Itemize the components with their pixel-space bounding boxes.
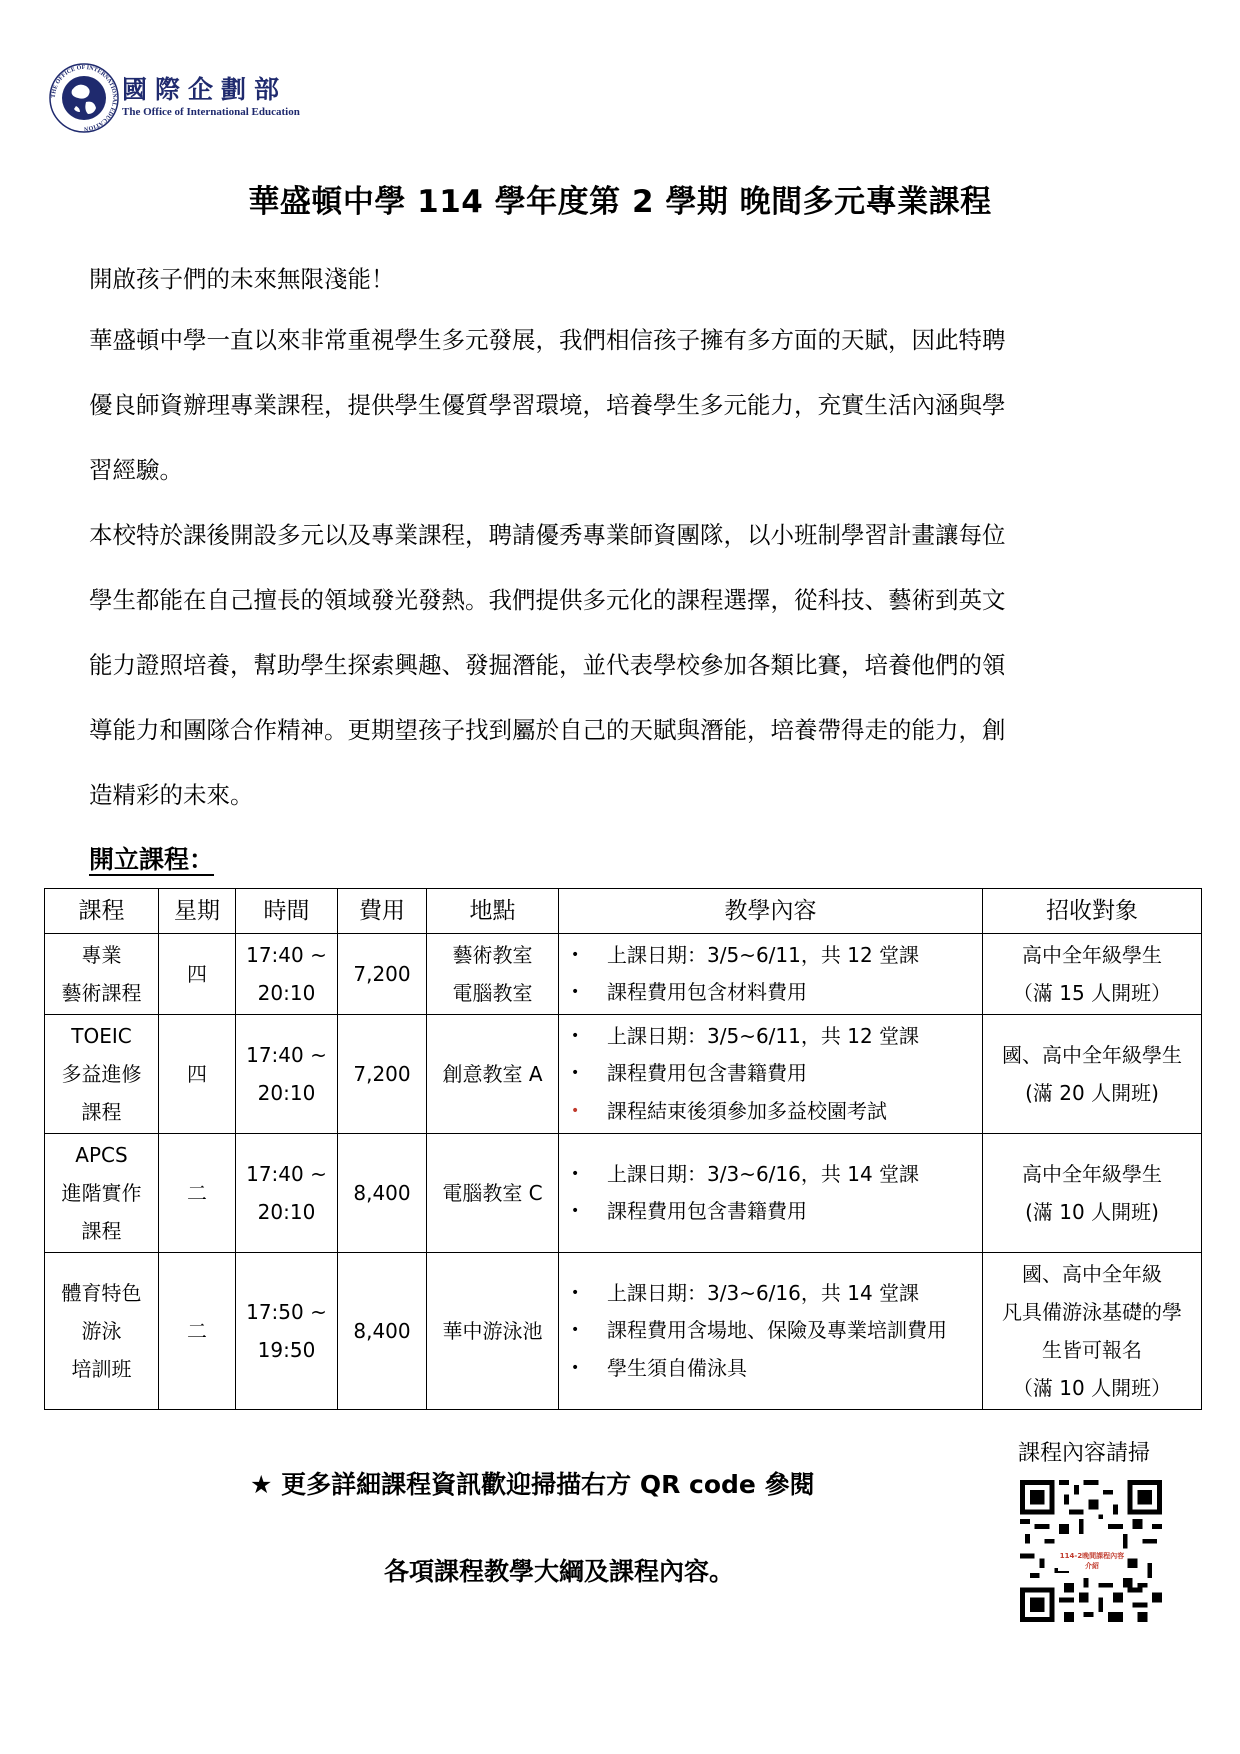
table-row xyxy=(45,1134,1202,1253)
bullet-icon: • xyxy=(571,946,580,963)
bullet-icon: • xyxy=(571,1027,580,1044)
bullet-icon: • xyxy=(571,1359,580,1376)
table-row xyxy=(45,934,1202,1015)
paragraph-line: 開啟孩子們的未來無限淺能！ xyxy=(89,265,395,293)
org-logo xyxy=(48,62,358,134)
intro-paragraph-3 xyxy=(89,503,1144,828)
qr-label: 課程內容請掃 xyxy=(1018,1441,1151,1466)
paragraph-line: 優良師資辦理專業課程，提供學生優質學習環境，培養學生多元能力，充實生活內涵與學 xyxy=(89,391,1006,419)
course-fee: 8,400 xyxy=(338,1134,427,1253)
course-name: APCS 進階實作 課程 xyxy=(45,1134,159,1253)
section-title: 開立課程： xyxy=(89,845,215,874)
table-row xyxy=(45,1015,1202,1134)
course-content xyxy=(559,1134,983,1253)
paragraph-line: 本校特於課後開設多元以及專業課程，聘請優秀專業師資團隊，以小班制學習計畫讓每位 xyxy=(89,521,1006,549)
course-day: 四 xyxy=(159,934,236,1015)
table-row xyxy=(45,1253,1202,1410)
paragraph-line: 華盛頓中學一直以來非常重視學生多元發展，我們相信孩子擁有多方面的天賦，因此特聘 xyxy=(89,326,1006,354)
paragraph-line: 導能力和團隊合作精神。更期望孩子找到屬於自己的天賦與潛能，培養帶得走的能力，創 xyxy=(89,716,1006,744)
paragraph-line: 造精彩的未來。 xyxy=(89,781,254,809)
intro-paragraph-2 xyxy=(89,308,1144,503)
course-fee: 7,200 xyxy=(338,1015,427,1134)
qr-caption: 114-2晚間課程內容介紹 xyxy=(1059,1552,1125,1570)
course-time: 17:50 ~ 19:50 xyxy=(236,1253,338,1410)
list-item: • 課程費用包含材料費用 xyxy=(571,974,978,1012)
footer-note-2: 各項課程教學大綱及課程內容。 xyxy=(384,1557,735,1586)
course-time: 17:40 ~ 20:10 xyxy=(236,934,338,1015)
list-item: • 上課日期：3/3~6/16，共 14 堂課 xyxy=(571,1275,978,1313)
course-name: TOEIC 多益進修 課程 xyxy=(45,1015,159,1134)
paragraph-line: 習經驗。 xyxy=(89,456,183,484)
bullet-icon: • xyxy=(571,984,580,1000)
header-time: 時間 xyxy=(236,889,338,934)
page-title: 華盛頓中學 114 學年度第 2 學期 晚間多元專業課程 xyxy=(248,184,992,220)
course-table xyxy=(44,888,1202,1410)
course-fee: 7,200 xyxy=(338,934,427,1015)
course-target: 高中全年級學生 （滿 15 人開班） xyxy=(983,934,1202,1015)
bullet-icon: • xyxy=(571,1284,580,1301)
intro-paragraph-1 xyxy=(89,247,1144,312)
list-item: • 課程結束後須參加多益校園考試 xyxy=(571,1093,978,1131)
course-content xyxy=(559,1253,983,1410)
seal-ring-text: THE OFFICE OF INTERNATIONAL EDUCATION xyxy=(50,64,118,132)
course-location: 創意教室 A xyxy=(427,1015,559,1134)
course-content xyxy=(559,934,983,1015)
course-fee: 8,400 xyxy=(338,1253,427,1410)
org-name-cn: 國際企劃部 xyxy=(122,75,288,104)
course-day: 二 xyxy=(159,1253,236,1410)
course-day: 四 xyxy=(159,1015,236,1134)
list-item: • 上課日期：3/5~6/11，共 12 堂課 xyxy=(571,937,978,975)
globe-seal-icon xyxy=(48,62,120,134)
course-day: 二 xyxy=(159,1134,236,1253)
header-course: 課程 xyxy=(45,889,159,934)
course-target: 國、高中全年級學生 (滿 20 人開班) xyxy=(983,1015,1202,1134)
course-location: 電腦教室 C xyxy=(427,1134,559,1253)
course-name: 專業 藝術課程 xyxy=(45,934,159,1015)
course-content xyxy=(559,1015,983,1134)
header-target: 招收對象 xyxy=(983,889,1202,934)
course-name: 體育特色 游泳 培訓班 xyxy=(45,1253,159,1410)
list-item: • 學生須自備泳具 xyxy=(571,1350,978,1388)
course-target: 高中全年級學生 (滿 10 人開班) xyxy=(983,1134,1202,1253)
header-content: 教學內容 xyxy=(559,889,983,934)
list-item: • 課程費用包含書籍費用 xyxy=(571,1055,978,1093)
list-item: • 上課日期：3/5~6/11，共 12 堂課 xyxy=(571,1018,978,1056)
paragraph-line: 能力證照培養，幫助學生探索興趣、發掘潛能，並代表學校參加各類比賽，培養他們的領 xyxy=(89,651,1006,679)
course-target: 國、高中全年級 凡具備游泳基礎的學 生皆可報名 （滿 10 人開班） xyxy=(983,1253,1202,1410)
course-time: 17:40 ~ 20:10 xyxy=(236,1134,338,1253)
bullet-icon: • xyxy=(571,1165,580,1182)
course-time: 17:40 ~ 20:10 xyxy=(236,1015,338,1134)
list-item: • 課程費用包含書籍費用 xyxy=(571,1193,978,1231)
bullet-icon: • xyxy=(571,1102,580,1119)
list-item: • 上課日期：3/3~6/16，共 14 堂課 xyxy=(571,1156,978,1194)
bullet-icon: • xyxy=(571,1203,580,1219)
org-name-en: The Office of International Education xyxy=(122,106,300,118)
bullet-icon: • xyxy=(571,1322,580,1339)
table-header-row xyxy=(45,889,1202,934)
header-day: 星期 xyxy=(159,889,236,934)
course-location: 藝術教室 電腦教室 xyxy=(427,934,559,1015)
paragraph-line: 學生都能在自己擅長的領域發光發熱。我們提供多元化的課程選擇，從科技、藝術到英文 xyxy=(89,586,1006,614)
header-location: 地點 xyxy=(427,889,559,934)
list-item: • 課程費用含場地、保險及專業培訓費用 xyxy=(571,1312,978,1350)
footer-note: ★ 更多詳細課程資訊歡迎掃描右方 QR code 參閱 xyxy=(250,1470,815,1499)
header-fee: 費用 xyxy=(338,889,427,934)
course-location: 華中游泳池 xyxy=(427,1253,559,1410)
bullet-icon: • xyxy=(571,1065,580,1082)
